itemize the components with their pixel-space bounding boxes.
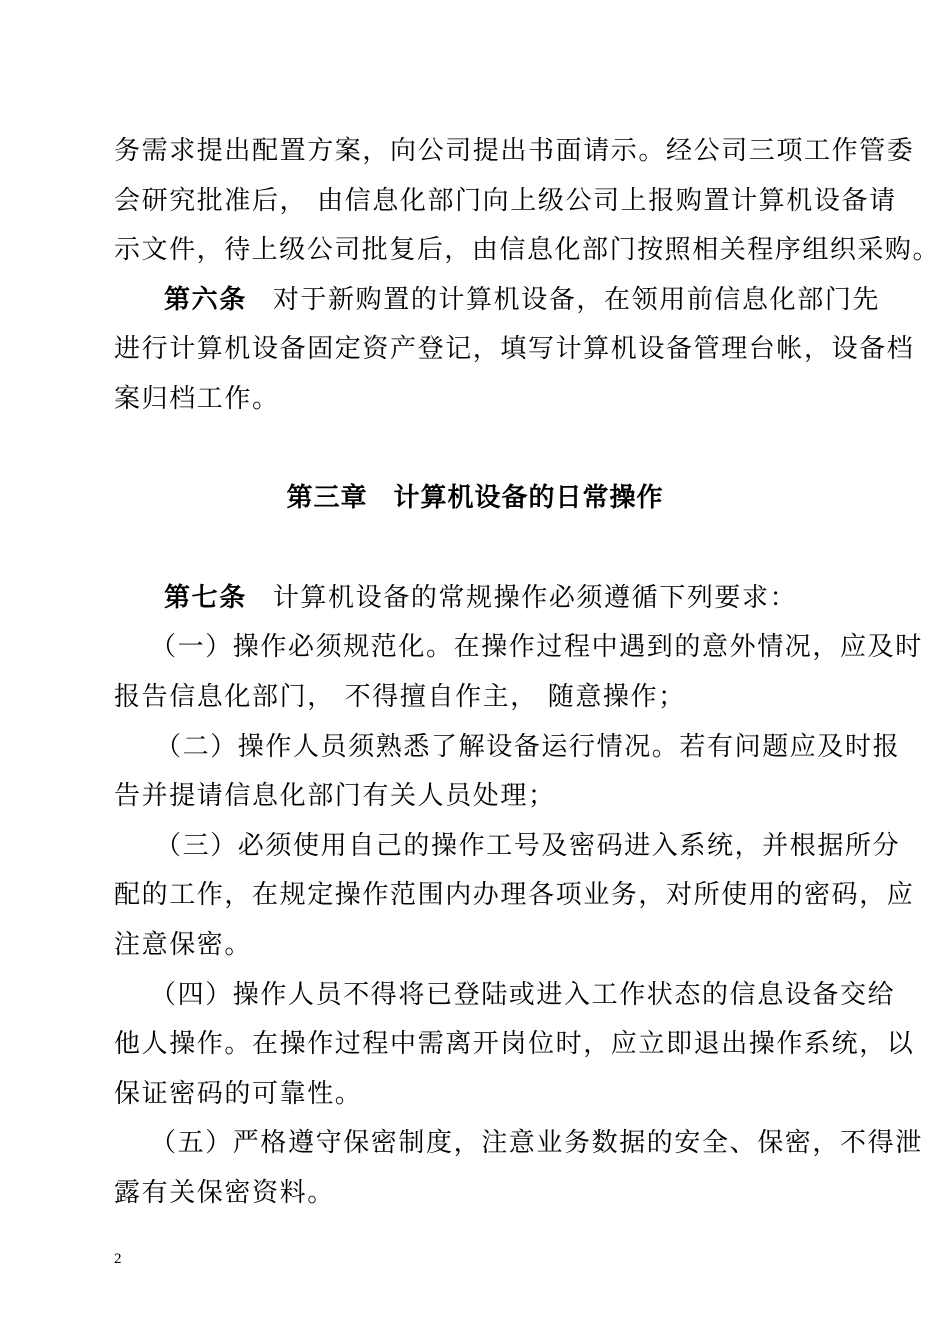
paragraph-line: 进行计算机设备固定资产登记，填写计算机设备管理台帐，设备档	[114, 334, 915, 364]
list-item-line: 配的工作，在规定操作范围内办理各项业务，对所使用的密码，应	[114, 880, 915, 910]
list-item-line: 他人操作。在操作过程中需离开岗位时，应立即退出操作系统，以	[114, 1029, 915, 1059]
article-6-label: 第六条	[164, 285, 247, 315]
article-6-first-line	[164, 285, 880, 315]
article-7-first-line	[164, 583, 797, 613]
list-item-line: 告并提请信息化部门有关人员处理；	[114, 781, 556, 811]
page-number: 2	[114, 1251, 122, 1267]
paragraph-line: 会研究批准后， 由信息化部门向上级公司上报购置计算机设备请	[114, 186, 897, 216]
paragraph-line: 务需求提出配置方案，向公司提出书面请示。经公司三项工作管委	[114, 136, 915, 166]
paragraph-line: 示文件，待上级公司批复后，由信息化部门按照相关程序组织采购。	[114, 235, 940, 265]
chapter-number: 第三章	[286, 483, 368, 513]
list-item-line: 保证密码的可靠性。	[114, 1079, 363, 1109]
list-item-line: 注意保密。	[114, 930, 253, 960]
list-item-line: 露有关保密资料。	[114, 1178, 335, 1208]
list-item-line: 报告信息化部门， 不得擅自作主， 随意操作；	[114, 682, 686, 712]
list-item-line: （一）操作必须规范化。在操作过程中遇到的意外情况，应及时	[150, 632, 923, 662]
list-item-line: （二）操作人员须熟悉了解设备运行情况。若有问题应及时报	[155, 732, 901, 762]
article-7-text: 计算机设备的常规操作必须遵循下列要求：	[272, 583, 798, 613]
list-item-line: （三）必须使用自己的操作工号及密码进入系统，并根据所分	[155, 831, 901, 861]
chapter-heading	[0, 483, 950, 513]
article-6-text: 对于新购置的计算机设备，在领用前信息化部门先	[272, 285, 881, 315]
list-item-line: （五）严格遵守保密制度，注意业务数据的安全、保密，不得泄	[150, 1128, 923, 1158]
chapter-title: 计算机设备的日常操作	[393, 483, 664, 513]
list-item-line: （四）操作人员不得将已登陆或进入工作状态的信息设备交给	[150, 980, 896, 1010]
article-7-label: 第七条	[164, 583, 247, 613]
paragraph-line: 案归档工作。	[114, 384, 280, 414]
